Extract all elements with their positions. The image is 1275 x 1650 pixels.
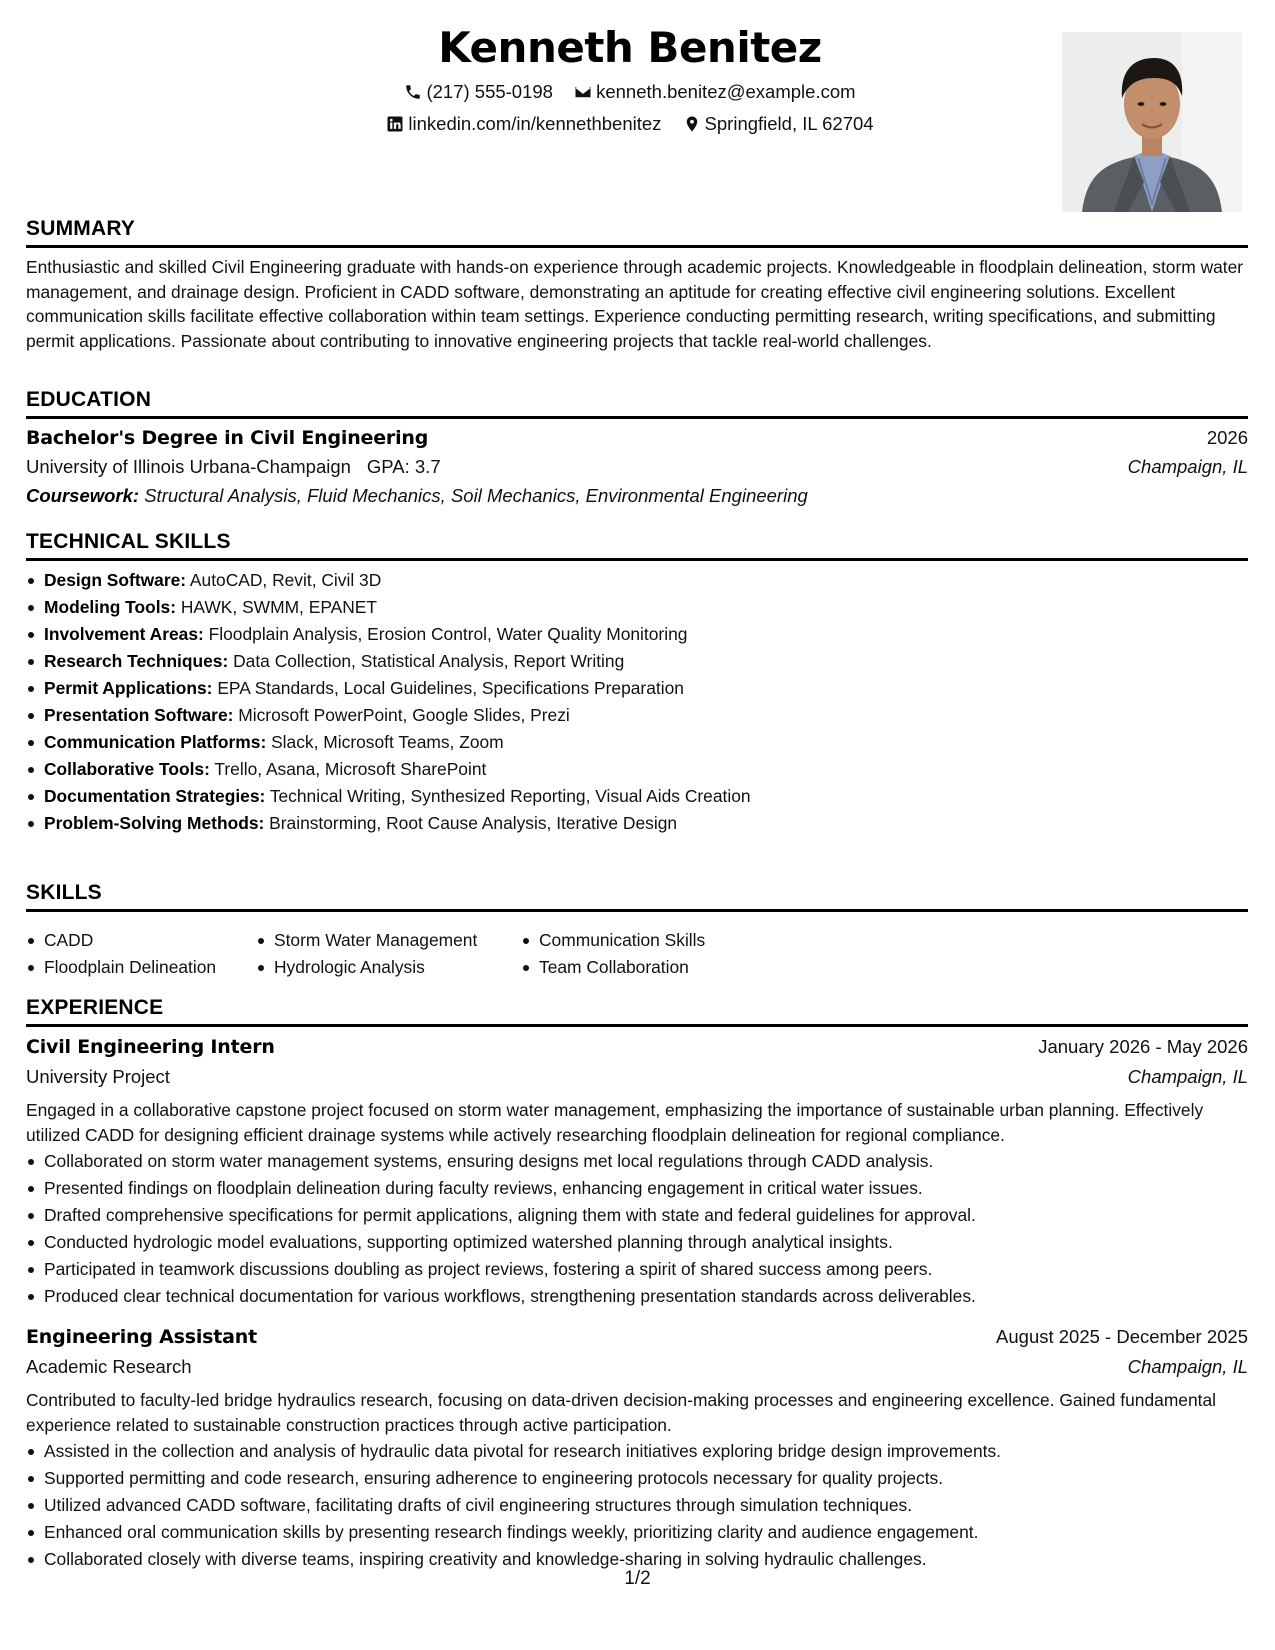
- skill-label: Permit Applications:: [44, 678, 213, 698]
- education-divider: [26, 416, 1248, 419]
- linkedin-contact[interactable]: [386, 112, 661, 136]
- job-role: Civil Engineering Intern: [26, 1036, 275, 1058]
- job-2-title-row: [26, 1323, 1248, 1351]
- technical-skills-divider: [26, 558, 1248, 561]
- job-1-description: Engaged in a collaborative capstone project focused on storm water management, emphasizing the importance of sustainable urban planning. Effectively utilized CADD for designing efficient drainage systems while actively researching floodplain delineation for regional compliance.: [26, 1100, 1204, 1145]
- list-item: Hydrologic Analysis: [256, 954, 477, 981]
- job-1-title-row: [26, 1033, 1248, 1061]
- list-item: [26, 621, 751, 648]
- location-text: Springfield, IL 62704: [704, 113, 874, 134]
- skill-label: Communication Platforms:: [44, 732, 267, 752]
- phone-contact: [404, 80, 553, 104]
- skill-label: Problem-Solving Methods:: [44, 813, 265, 833]
- list-item: [26, 648, 751, 675]
- map-pin-icon: [683, 115, 701, 133]
- list-item: [26, 783, 751, 810]
- coursework-label: Coursework:: [26, 485, 140, 506]
- coursework-list: Structural Analysis, Fluid Mechanics, Soil Mechanics, Environmental Engineering: [144, 485, 808, 506]
- list-item: [26, 675, 751, 702]
- list-item: [26, 810, 751, 837]
- job-dates: January 2026 - May 2026: [1038, 1036, 1248, 1057]
- skills-column-2: [256, 927, 477, 981]
- degree-title: Bachelor's Degree in Civil Engineering: [26, 427, 429, 449]
- skill-value: AutoCAD, Revit, Civil 3D: [189, 570, 382, 590]
- skill-label: Research Techniques:: [44, 651, 229, 671]
- experience-heading: EXPERIENCE: [26, 996, 164, 1019]
- list-item: Communication Skills: [521, 927, 705, 954]
- list-item: Team Collaboration: [521, 954, 705, 981]
- list-item: [26, 702, 751, 729]
- skill-value: Floodplain Analysis, Erosion Control, Water Quality Monitoring: [208, 624, 688, 644]
- list-item: Drafted comprehensive specifications for permit applications, aligning them with state and federal guidelines for approval.: [26, 1202, 976, 1229]
- list-item: Produced clear technical documentation for various workflows, strengthening presentation standards across deliverables.: [26, 1283, 976, 1310]
- job-dates: August 2025 - December 2025: [996, 1326, 1248, 1347]
- email-contact[interactable]: [574, 80, 855, 104]
- skill-value: HAWK, SWMM, EPANET: [180, 597, 378, 617]
- location-contact: [683, 112, 874, 136]
- summary-heading: SUMMARY: [26, 217, 136, 240]
- skill-value: Brainstorming, Root Cause Analysis, Iterative Design: [269, 813, 678, 833]
- job-2-bullets: [26, 1438, 1001, 1573]
- skills-column-1: [26, 927, 216, 981]
- list-item: [26, 729, 751, 756]
- list-item: Utilized advanced CADD software, facilitating drafts of civil engineering structures through simulation techniques.: [26, 1492, 1001, 1519]
- list-item: Assisted in the collection and analysis of hydraulic data pivotal for research initiatives exploring bridge design improvements.: [26, 1438, 1001, 1465]
- school-location: Champaign, IL: [1127, 456, 1248, 477]
- skill-label: Documentation Strategies:: [44, 786, 266, 806]
- summary-divider: [26, 245, 1248, 248]
- coursework-row: [26, 482, 1248, 510]
- coursework: [26, 482, 808, 510]
- linkedin-icon: [386, 115, 404, 133]
- graduation-year: 2026: [1206, 427, 1248, 448]
- list-item: Collaborated closely with diverse teams, inspiring creativity and knowledge-sharing in solving hydraulic challenges.: [26, 1546, 1001, 1573]
- skills-column-3: [521, 927, 705, 981]
- page-number: 1/2: [624, 1568, 651, 1589]
- skill-value: Technical Writing, Synthesized Reporting, Visual Aids Creation: [269, 786, 751, 806]
- list-item: Floodplain Delineation: [26, 954, 216, 981]
- gpa: GPA: 3.7: [366, 456, 441, 477]
- list-item: CADD: [26, 927, 216, 954]
- job-role: Engineering Assistant: [26, 1326, 257, 1348]
- summary-text: Enthusiastic and skilled Civil Engineering graduate with hands-on experience through academic projects. Knowledgeable in floodplain delineation, storm water management, and drainage design. Proficient in CADD software, demonstrating an aptitude for creating effective civil engineering solutions. Excellent communication skills facilitate effective collaboration within team settings. Experience conducting permitting research, writing specifications, and submitting permit applications. Passionate about contributing to innovative engineering projects that tackle real-world challenges.: [26, 257, 1244, 351]
- profile-photo: [1062, 32, 1242, 212]
- job-organization: University Project: [26, 1066, 170, 1087]
- skill-value: Slack, Microsoft Teams, Zoom: [271, 732, 504, 752]
- school-name: University of Illinois Urbana-Champaign: [26, 456, 351, 477]
- job-location: Champaign, IL: [1127, 1356, 1248, 1377]
- education-school-row: [26, 453, 1248, 481]
- technical-skills-list: [26, 567, 751, 837]
- skills-divider: [26, 909, 1248, 912]
- email-text[interactable]: kenneth.benitez@example.com: [596, 81, 856, 102]
- education-heading: EDUCATION: [26, 388, 152, 411]
- list-item: [26, 756, 751, 783]
- phone-text: (217) 555-0198: [426, 81, 553, 102]
- skill-label: Collaborative Tools:: [44, 759, 210, 779]
- skill-value: EPA Standards, Local Guidelines, Specifications Preparation: [217, 678, 684, 698]
- list-item: Collaborated on storm water management systems, ensuring designs met local regulations through CADD analysis.: [26, 1148, 976, 1175]
- job-location: Champaign, IL: [1127, 1066, 1248, 1087]
- skills-heading: SKILLS: [26, 881, 102, 904]
- list-item: [26, 594, 751, 621]
- technical-skills-heading: TECHNICAL SKILLS: [26, 530, 231, 553]
- job-1-bullets: [26, 1148, 976, 1310]
- linkedin-text[interactable]: linkedin.com/in/kennethbenitez: [408, 113, 662, 134]
- list-item: [26, 567, 751, 594]
- phone-icon: [404, 83, 422, 101]
- skill-label: Modeling Tools:: [44, 597, 177, 617]
- skill-label: Design Software:: [44, 570, 187, 590]
- list-item: Enhanced oral communication skills by presenting research findings weekly, prioritizing clarity and audience engagement.: [26, 1519, 1001, 1546]
- list-item: Storm Water Management: [256, 927, 477, 954]
- experience-divider: [26, 1024, 1248, 1027]
- skill-label: Presentation Software:: [44, 705, 234, 725]
- list-item: Conducted hydrologic model evaluations, supporting optimized watershed planning through analytical insights.: [26, 1229, 976, 1256]
- skill-label: Involvement Areas:: [44, 624, 204, 644]
- candidate-name: Kenneth Benitez: [438, 23, 822, 72]
- list-item: Presented findings on floodplain delineation during faculty reviews, enhancing engagement in critical water issues.: [26, 1175, 976, 1202]
- education-degree-row: [26, 424, 1248, 452]
- job-organization: Academic Research: [26, 1356, 192, 1377]
- envelope-icon: [574, 83, 592, 101]
- job-2-description: Contributed to faculty-led bridge hydraulics research, focusing on data-driven decision-making processes and engineering excellence. Gained fundamental experience related to sustainable construction practices through active participation.: [26, 1390, 1217, 1435]
- school-info: [26, 453, 441, 481]
- job-2-org-row: [26, 1353, 1248, 1381]
- skill-value: Microsoft PowerPoint, Google Slides, Prezi: [238, 705, 570, 725]
- skill-value: Trello, Asana, Microsoft SharePoint: [214, 759, 487, 779]
- skill-value: Data Collection, Statistical Analysis, Report Writing: [233, 651, 625, 671]
- list-item: Participated in teamwork discussions doubling as project reviews, fostering a spirit of shared success among peers.: [26, 1256, 976, 1283]
- job-1-org-row: [26, 1063, 1248, 1091]
- list-item: Supported permitting and code research, ensuring adherence to engineering protocols necessary for quality projects.: [26, 1465, 1001, 1492]
- portrait-icon: [1062, 32, 1242, 212]
